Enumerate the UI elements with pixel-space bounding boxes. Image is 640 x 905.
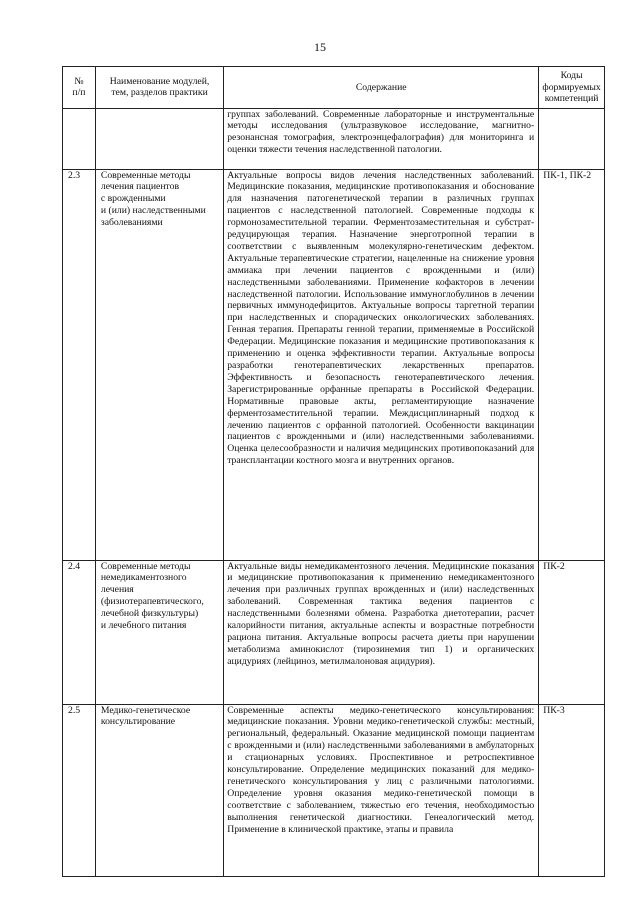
header-number: № п/п [63,67,96,109]
header-module-name: Наименование модулей, тем, разделов практики [95,67,223,109]
row-module-name [95,108,223,169]
table-row-2-5 [63,704,605,876]
row-module-name: Современные методы немедикаментозного лечения (физиотерапевтического, лечебной физкультуры) и лечебного питания [95,560,223,704]
table-row-2-4 [63,560,605,704]
header-content: Содержание [224,67,539,109]
table-row-continuation [63,108,605,169]
row-module-name: Современные методы лечения пациентов с врожденными и (или) наследственными заболеваниями [95,169,223,560]
curriculum-table [62,66,605,877]
row-competency-codes: ПК-1, ПК-2 [539,169,605,560]
row-content: группах заболеваний. Современные лабораторные и инструментальные методы исследования (ультразвуковое исследование, магнитно-резонансная томография, электроэнцефалография) для мониторинга и оценки тяжести течения наследственной патологии. [224,108,539,169]
row-content: Актуальные виды немедикаментозного лечения. Медицинские показания и медицинские противопоказания к применению немедикаментозного лечения при различных группах врожденных и (или) наследственных заболеваний. Современная тактика ведения пациентов с наследственными болезнями обмена. Разработка диетотерапии, расчет калорийности питания, актуальные аспекты и возрастные потребности рациона питания. Актуальные вопросы расчета диеты при нарушении метаболизма аминокислот (тирозинемия тип 1) и органических ацидуриях (лейциноз, метилмалоновая ацидурия). [224,560,539,704]
table-row-2-3 [63,169,605,560]
row-competency-codes: ПК-2 [539,560,605,704]
page-number: 15 [314,40,326,54]
row-content: Актуальные вопросы видов лечения наследственных заболеваний. Медицинские показания, медицинские противопоказания и обоснование для назначения патогенетической терапии в различных группах пациентов с наследственной патологией. Современные подходы к гормонозаместительной терапии. Ферментозаместительная и субстрат-редуцирующая терапия. Назначение энерготропной терапии в соответствии с выявленным молекулярно-генетическим дефектом. Актуальные терапевтические стратегии, нацеленные на снижение уровня аммиака при лечении пациентов с врожденными и (или) наследственными заболеваниями. Применение кофакторов в лечении наследственной патологии. Использование иммуноглобулинов в лечении первичных иммунодефицитов. Актуальные вопросы таргетной терапии при наследственных и спорадических онкологических заболеваниях. Генная терапия. Препараты генной терапии, применяемые в Российской Федерации. Медицинские показания и медицинские противопоказания к применению и оценка эффективности терапии. Актуальные вопросы разработки генотерапевтических лекарственных препаратов. Эффективность и безопасность генотерапевтического лечения. Зарегистрированные орфанные препараты в Российской Федерации. Нормативные правовые акты, регламентирующие назначение ферментозаместительной терапии. Междисциплинарный подход к лечению пациентов с орфанной патологией. Особенности вакцинации пациентов с врожденными и (или) наследственными заболеваниями. Оценка целесообразности и наличия медицинских противопоказаний для трансплантации костного мозга и внутренних органов. [224,169,539,560]
row-number: 2.5 [63,704,96,876]
table-header-row [63,67,605,109]
row-competency-codes [539,108,605,169]
row-number: 2.3 [63,169,96,560]
row-module-name: Медико-генетическое консультирование [95,704,223,876]
row-number: 2.4 [63,560,96,704]
row-competency-codes: ПК-3 [539,704,605,876]
header-competency-codes: Коды формируемых компетенций [539,67,605,109]
row-number [63,108,96,169]
row-content: Современные аспекты медико-генетического консультирования: медицинские показания. Уровни медико-генетической службы: местный, региональный, федеральный. Оказание медицинской помощи пациентам с врожденными и (или) наследственными заболеваниями в амбулаторных и стационарных условиях. Проспективное и ретроспективное консультирование. Определение медицинских показаний для медико-генетического консультирования у лиц с различными патологиями. Определение уровня оказания медико-генетической помощи в соответствие с заболеванием, тяжестью его течения, необходимостью выполнения генетической диагностики. Генеалогический метод. Применение в клинической практике, этапы и правила [224,704,539,876]
